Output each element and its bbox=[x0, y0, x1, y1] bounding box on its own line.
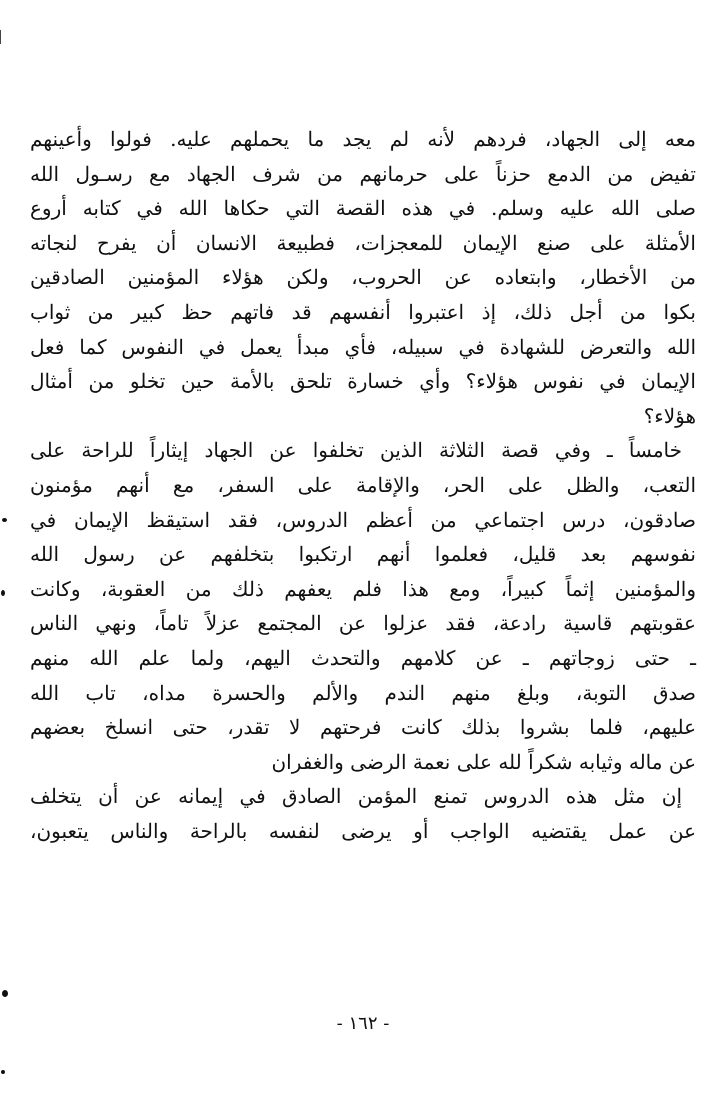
text-line: التعب، والظل على الحر، والإقامة على السفر، مع أنهم مؤمنون bbox=[30, 472, 696, 497]
scan-speck bbox=[1, 590, 5, 596]
text-line: صدق التوبة، وبلغ منهم الندم والألم والحسرة مداه، تاب الله bbox=[30, 680, 696, 705]
text-line: عن ماله وثيابه شكراً لله على نعمة الرضى والغفران bbox=[271, 749, 696, 774]
scan-edge-line bbox=[0, 30, 1, 44]
text-line: بكوا من أجل ذلك، إذ اعتبروا أنفسهم قد فاتهم حظ كبير من ثواب bbox=[30, 299, 696, 324]
text-line: عن عمل يقتضيه الواجب أو يرضى لنفسه بالراحة والناس يتعبون، bbox=[30, 818, 696, 843]
text-line: ـ حتى زوجاتهم ـ عن كلامهم والتحدث اليهم، ولما علم الله منهم bbox=[30, 645, 696, 670]
text-line: صلى الله عليه وسلم. في هذه القصة التي حكاها الله في كتابه أروع bbox=[30, 196, 696, 221]
text-line: تفيض من الدمع حزناً على حرمانهم من شرف الجهاد مع رسـول الله bbox=[30, 161, 696, 186]
scan-speck bbox=[1, 1070, 5, 1074]
page-number: - ١٦٢ - bbox=[336, 1013, 390, 1034]
text-line: الله والتعرض للشهادة في سبيله، فأي مبدأ يعمل في النفوس كما فعل bbox=[30, 334, 696, 359]
scan-speck bbox=[2, 990, 8, 997]
text-line: خامساً ـ وفي قصة الثلاثة الذين تخلفوا عن الجهاد إيثاراً للراحة على bbox=[30, 438, 682, 463]
text-line: صادقون، درس اجتماعي من أعظم الدروس، فقد استيقظ الإيمان في bbox=[30, 507, 696, 532]
text-line: إن مثل هذه الدروس تمنع المؤمن الصادق في إيمانه عن أن يتخلف bbox=[30, 784, 683, 809]
text-line: الإيمان في نفوس هؤلاء؟ وأي خسارة تلحق بالأمة حين تخلو من أمثال bbox=[30, 369, 696, 394]
text-line: من الأخطار، وابتعاده عن الحروب، ولكن هؤلاء المؤمنين الصادقين bbox=[30, 265, 696, 290]
text-line: الأمثلة على صنع الإيمان للمعجزات، فطبيعة الانسان أن يفرح لنجاته bbox=[30, 230, 696, 255]
text-line: معه إلى الجهاد، فردهم لأنه لم يجد ما يحملهم عليه. فولوا وأعينهم bbox=[30, 127, 696, 151]
text-line: هؤلاء؟ bbox=[643, 403, 696, 428]
text-line: عقوبتهم قاسية رادعة، فقد عزلوا عن المجتمع عزلاً تاماً، ونهي الناس bbox=[30, 611, 696, 636]
text-line: نفوسهم بعد قليل، فعلموا أنهم ارتكبوا بتخلفهم عن رسول الله bbox=[30, 542, 696, 567]
scan-speck bbox=[2, 518, 7, 522]
body-text bbox=[30, 122, 696, 848]
text-line: عليهم، فلما بشروا بذلك كانت فرحتهم لا تقدر، حتى انسلخ بعضهم bbox=[30, 715, 696, 740]
text-line: والمؤمنين إثماً كبيراً، ومع هذا فلم يعفهم ذلك من العقوبة، وكانت bbox=[30, 576, 696, 601]
